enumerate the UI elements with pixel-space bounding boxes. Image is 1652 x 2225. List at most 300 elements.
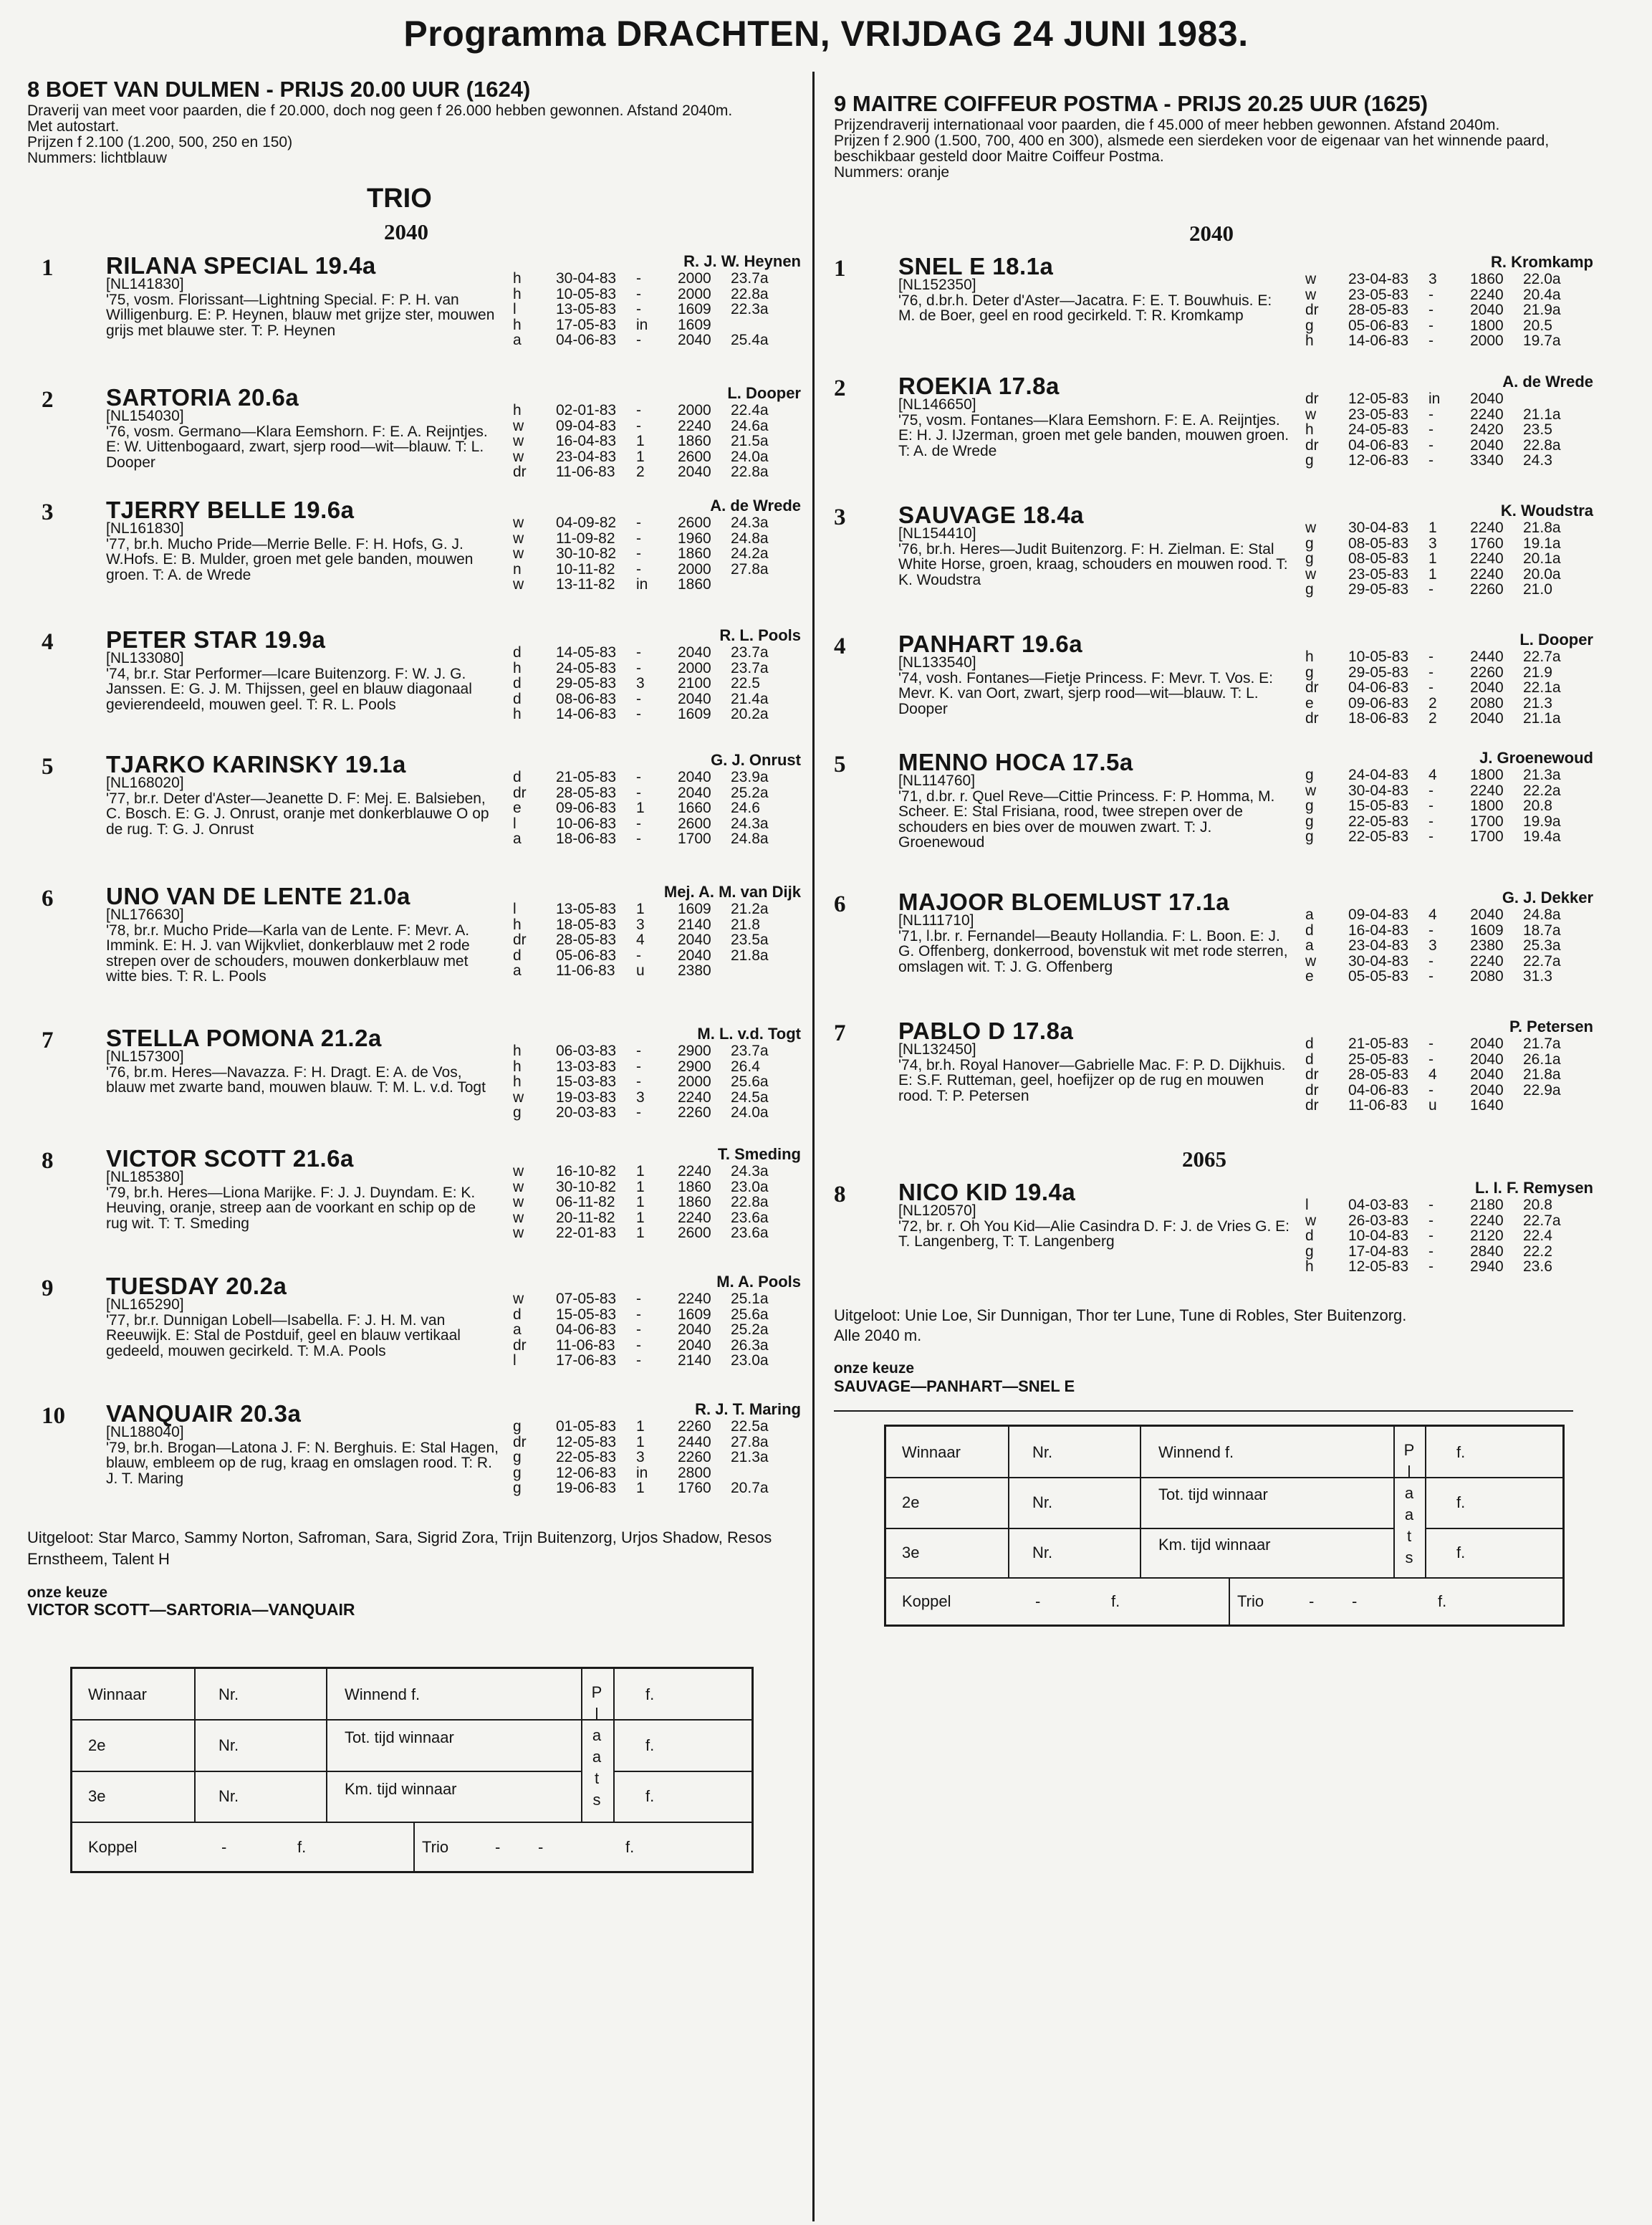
run-time: 22.2a bbox=[1523, 782, 1561, 799]
race-8-header bbox=[27, 77, 808, 166]
run-place: - bbox=[1428, 436, 1434, 454]
horse-number: 7 bbox=[42, 1028, 54, 1053]
run-distance: 2940 bbox=[1470, 1258, 1504, 1275]
run-time: 21.3a bbox=[1523, 767, 1561, 783]
horse-description: [NL114760] '71, d.br. r. Quel Reve—Cittie Princess. F: P. Homma, M. Scheer. E: Stal Frisiana, rood, twee strepen over de schouders en bies over de mouwen zwart. T: J. Groenewoud bbox=[898, 772, 1275, 851]
run-distance: 2240 bbox=[1470, 1212, 1504, 1229]
run-place: u bbox=[1428, 1097, 1437, 1114]
run-course: g bbox=[513, 1418, 522, 1435]
run-distance: 2040 bbox=[678, 690, 711, 707]
run-time: 24.3a bbox=[731, 815, 769, 832]
run-time: 24.2a bbox=[731, 545, 769, 562]
run-time: 22.8a bbox=[731, 1194, 769, 1210]
run-date: 11-06-83 bbox=[1348, 1097, 1408, 1114]
horse-trainer: G. J. Onrust bbox=[711, 751, 801, 769]
run-row bbox=[1305, 969, 1599, 985]
run-course: dr bbox=[1305, 710, 1319, 727]
horse-number: 6 bbox=[42, 886, 54, 911]
run-course: a bbox=[1305, 937, 1314, 954]
horse-number: 5 bbox=[42, 754, 54, 780]
run-time: 23.6a bbox=[731, 1209, 769, 1226]
race-9-header bbox=[834, 92, 1615, 181]
run-distance: 2240 bbox=[678, 1291, 711, 1307]
horse-name: SAUVAGE 18.4a bbox=[898, 502, 1084, 528]
run-course: g bbox=[513, 1480, 522, 1496]
recent-runs bbox=[1305, 1036, 1599, 1114]
run-distance: 2000 bbox=[678, 659, 711, 676]
run-course: n bbox=[513, 560, 522, 578]
run-course: g bbox=[1305, 550, 1314, 567]
recent-runs bbox=[513, 770, 807, 847]
run-course: a bbox=[513, 962, 522, 979]
run-distance: 2040 bbox=[678, 464, 711, 480]
run-place: - bbox=[1428, 649, 1434, 665]
run-place: - bbox=[1428, 952, 1434, 970]
run-date: 14-05-83 bbox=[556, 644, 617, 661]
run-time: 22.8a bbox=[1523, 436, 1561, 454]
horse-description: [NL152350] '76, d.br.h. Deter d'Aster—Jacatra. F: E. T. Bouwhuis. E: M. de Boer, geel en rood gecirkeld. T: R. Kromkamp bbox=[898, 277, 1272, 324]
run-date: 04-06-83 bbox=[1348, 436, 1409, 454]
run-distance: 2040 bbox=[1470, 906, 1504, 923]
recent-runs bbox=[513, 901, 807, 979]
horse-number: 3 bbox=[834, 504, 846, 530]
run-time: 23.0a bbox=[731, 1178, 769, 1195]
run-time: 22.5 bbox=[731, 675, 760, 692]
run-place: - bbox=[1428, 302, 1434, 318]
run-distance: 1700 bbox=[678, 831, 711, 847]
run-place: 3 bbox=[1428, 271, 1437, 287]
run-row bbox=[513, 434, 807, 449]
run-row bbox=[1305, 1098, 1599, 1114]
run-place: 3 bbox=[636, 1449, 645, 1465]
keuze-rule bbox=[834, 1410, 1573, 1412]
run-distance: 1609 bbox=[678, 901, 711, 917]
run-course: d bbox=[513, 690, 522, 707]
run-date: 06-03-83 bbox=[556, 1043, 617, 1059]
race-info bbox=[834, 118, 1593, 181]
run-distance: 1609 bbox=[678, 316, 711, 333]
run-distance: 2040 bbox=[678, 932, 711, 948]
horse-trainer: P. Petersen bbox=[1509, 1018, 1593, 1035]
run-time: 22.3a bbox=[731, 301, 769, 317]
run-course: h bbox=[513, 285, 522, 302]
run-date: 30-04-83 bbox=[1348, 952, 1409, 970]
column-divider bbox=[812, 72, 815, 2221]
run-place: - bbox=[1428, 1081, 1434, 1099]
horse-name: ROEKIA 17.8a bbox=[898, 373, 1060, 399]
run-row bbox=[513, 1322, 807, 1338]
bet-dash: - bbox=[221, 1838, 227, 1856]
run-time: 24.3a bbox=[731, 1163, 769, 1180]
run-place: 3 bbox=[636, 916, 645, 933]
run-place: 1 bbox=[636, 800, 645, 816]
run-place: - bbox=[1428, 782, 1434, 799]
run-time: 23.6 bbox=[1523, 1258, 1552, 1275]
run-course: h bbox=[513, 706, 522, 722]
run-row bbox=[1305, 680, 1599, 696]
horse-trainer: Mej. A. M. van Dijk bbox=[663, 883, 801, 901]
run-distance: 1609 bbox=[1470, 922, 1504, 939]
run-date: 28-05-83 bbox=[1348, 1066, 1409, 1083]
run-time: 25.3a bbox=[1523, 937, 1561, 954]
run-course: a bbox=[513, 831, 522, 847]
run-place: 1 bbox=[636, 433, 645, 449]
run-place: 1 bbox=[1428, 550, 1437, 567]
run-row bbox=[1305, 1197, 1599, 1213]
run-row bbox=[1305, 407, 1599, 423]
horse-number: 8 bbox=[834, 1182, 846, 1207]
run-row bbox=[1305, 907, 1599, 923]
run-date: 18-06-83 bbox=[556, 831, 617, 847]
run-place: - bbox=[636, 769, 641, 785]
horse-trainer: G. J. Dekker bbox=[1502, 889, 1593, 906]
run-time: 25.2a bbox=[731, 784, 769, 801]
run-date: 11-06-83 bbox=[556, 464, 615, 480]
run-time: 24.3 bbox=[1523, 452, 1552, 469]
run-distance: 1960 bbox=[678, 530, 711, 547]
run-row bbox=[1305, 649, 1599, 665]
run-place: - bbox=[636, 784, 641, 801]
run-date: 14-06-83 bbox=[1348, 332, 1409, 349]
run-row bbox=[513, 562, 807, 578]
horse-description: [NL176630] '78, br.r. Mucho Pride—Karla van de Lente. F: Mevr. A. Immink. E: H. J. van Wijkvliet, donkerblauw met 2 rode strepen over de schouders, mouwen donkerblauw met witte bies. T: R. L. Pools bbox=[106, 906, 470, 985]
bet-dash: - bbox=[1309, 1592, 1315, 1610]
run-date: 23-04-83 bbox=[556, 448, 617, 465]
run-place: - bbox=[636, 515, 641, 531]
run-place: - bbox=[1428, 317, 1434, 334]
run-date: 28-05-83 bbox=[1348, 302, 1409, 318]
run-place: - bbox=[636, 545, 641, 562]
run-time: 23.7a bbox=[731, 1043, 769, 1059]
run-time: 20.2a bbox=[731, 706, 769, 722]
run-distance: 2240 bbox=[1470, 520, 1504, 536]
run-row bbox=[1305, 767, 1599, 783]
horse-trainer: R. J. T. Maring bbox=[695, 1400, 801, 1418]
bet-derde-label: 3e bbox=[88, 1787, 106, 1805]
run-row bbox=[513, 1465, 807, 1481]
run-row bbox=[1305, 1244, 1599, 1260]
recent-runs bbox=[1305, 1197, 1599, 1275]
run-course: h bbox=[513, 270, 522, 287]
horse-name: UNO VAN DE LENTE 21.0a bbox=[106, 883, 410, 909]
run-distance: 2040 bbox=[678, 784, 711, 801]
run-row bbox=[513, 317, 807, 333]
run-date: 23-04-83 bbox=[1348, 937, 1409, 954]
run-row bbox=[1305, 520, 1599, 536]
recent-runs bbox=[513, 1043, 807, 1121]
run-course: w bbox=[513, 448, 524, 465]
bet-nr-label: Nr. bbox=[218, 1685, 239, 1703]
run-row bbox=[1305, 696, 1599, 712]
recent-runs bbox=[513, 271, 807, 348]
distance-label-2065: 2065 bbox=[1182, 1147, 1226, 1172]
horse-name: TJERRY BELLE 19.6a bbox=[106, 497, 355, 523]
run-time: 20.7a bbox=[731, 1480, 769, 1496]
run-course: g bbox=[1305, 798, 1314, 814]
run-date: 30-04-83 bbox=[556, 270, 617, 287]
run-time: 23.0a bbox=[731, 1352, 769, 1369]
run-place: 1 bbox=[636, 1418, 645, 1435]
run-course: h bbox=[1305, 332, 1314, 349]
bet-f-label: f. bbox=[1111, 1592, 1120, 1610]
run-date: 10-05-83 bbox=[1348, 649, 1409, 665]
run-distance: 2040 bbox=[1470, 1081, 1504, 1099]
run-distance: 2380 bbox=[678, 962, 711, 979]
run-place: 1 bbox=[1428, 565, 1437, 583]
run-time: 26.3a bbox=[731, 1336, 769, 1354]
run-course: dr bbox=[513, 464, 527, 480]
run-distance: 2240 bbox=[1470, 406, 1504, 423]
run-time: 23.7a bbox=[731, 270, 769, 287]
run-time: 19.4a bbox=[1523, 828, 1561, 845]
bet-winnend-label: Winnend f. bbox=[345, 1685, 421, 1703]
run-distance: 2260 bbox=[1470, 581, 1504, 598]
run-date: 23-05-83 bbox=[1348, 406, 1409, 423]
run-distance: 2040 bbox=[1470, 1066, 1504, 1083]
run-date: 17-05-83 bbox=[556, 316, 617, 333]
run-date: 04-06-83 bbox=[1348, 679, 1409, 696]
horse-trainer: T. Smeding bbox=[717, 1145, 801, 1163]
run-distance: 2100 bbox=[678, 675, 711, 692]
run-place: - bbox=[636, 815, 641, 832]
run-date: 19-03-83 bbox=[556, 1088, 617, 1106]
run-time: 22.5a bbox=[731, 1418, 769, 1435]
run-place: - bbox=[1428, 922, 1434, 939]
horse-description: [NL146650] '75, vosm. Fontanes—Klara Eemshorn. F: E. A. Reijntjes. E: H. J. IJzerman, groen met gele banden, mouwen groen. T: A. de Wrede bbox=[898, 396, 1290, 459]
run-time: 22.0a bbox=[1523, 271, 1561, 287]
run-date: 18-05-83 bbox=[556, 916, 617, 933]
run-place: 3 bbox=[636, 1088, 645, 1106]
horse-name: TUESDAY 20.2a bbox=[106, 1273, 287, 1299]
run-row bbox=[513, 1353, 807, 1369]
run-course: h bbox=[513, 316, 522, 333]
horse-name: TJARKO KARINSKY 19.1a bbox=[106, 751, 406, 777]
run-course: h bbox=[513, 916, 522, 933]
bet-nr-label: Nr. bbox=[1032, 1544, 1053, 1561]
run-row bbox=[513, 1419, 807, 1435]
run-course: h bbox=[513, 1058, 522, 1075]
run-distance: 2180 bbox=[1470, 1197, 1504, 1213]
run-distance: 2080 bbox=[1470, 968, 1504, 985]
race-info bbox=[27, 103, 744, 166]
run-date: 12-06-83 bbox=[556, 1464, 617, 1481]
run-place: - bbox=[1428, 581, 1434, 598]
run-time: 26.4 bbox=[731, 1058, 760, 1075]
run-distance: 2040 bbox=[678, 644, 711, 661]
bet-winnaar-label: Winnaar bbox=[88, 1685, 147, 1703]
run-date: 26-03-83 bbox=[1348, 1212, 1409, 1229]
run-date: 17-06-83 bbox=[556, 1352, 617, 1369]
run-date: 14-06-83 bbox=[556, 706, 617, 722]
bet-f-label: f. bbox=[645, 1736, 655, 1754]
run-row bbox=[1305, 536, 1599, 552]
run-course: w bbox=[513, 545, 524, 562]
run-time: 24.8a bbox=[731, 831, 769, 847]
run-distance: 2040 bbox=[678, 769, 711, 785]
run-place: 1 bbox=[636, 1194, 645, 1210]
run-place: - bbox=[636, 332, 641, 348]
run-course: w bbox=[513, 1178, 524, 1195]
run-place: u bbox=[636, 962, 645, 979]
run-row bbox=[513, 707, 807, 722]
run-place: - bbox=[636, 560, 641, 578]
run-date: 20-11-82 bbox=[556, 1209, 615, 1226]
run-date: 10-04-83 bbox=[1348, 1228, 1409, 1244]
run-distance: 2240 bbox=[1470, 952, 1504, 970]
run-date: 12-06-83 bbox=[1348, 452, 1409, 469]
run-distance: 2600 bbox=[678, 515, 711, 531]
run-distance: 1609 bbox=[678, 1306, 711, 1323]
run-course: dr bbox=[1305, 391, 1319, 407]
run-date: 05-06-83 bbox=[1348, 317, 1409, 334]
run-place: - bbox=[636, 301, 641, 317]
race-heading: 8 BOET VAN DULMEN - PRIJS 20.00 UUR (1624) bbox=[27, 77, 531, 102]
bet-trio-label: Trio bbox=[422, 1838, 449, 1856]
run-date: 16-10-82 bbox=[556, 1163, 617, 1180]
run-row bbox=[1305, 391, 1599, 407]
run-distance: 2000 bbox=[678, 285, 711, 302]
horse-number: 2 bbox=[42, 387, 54, 413]
run-course: w bbox=[513, 1163, 524, 1180]
run-distance: 2140 bbox=[678, 916, 711, 933]
run-place: 1 bbox=[636, 1480, 645, 1496]
run-distance: 2840 bbox=[1470, 1243, 1504, 1260]
run-date: 13-05-83 bbox=[556, 301, 617, 317]
run-distance: 2240 bbox=[678, 1088, 711, 1106]
run-time: 22.2 bbox=[1523, 1243, 1552, 1260]
horse-description: [NL185380] '79, br.h. Heres—Liona Marijke. F: J. J. Duyndam. E: K. Heuving, oranje, streep aan de voorkant en schip op de rug wit. T: T. Smeding bbox=[106, 1169, 476, 1232]
recent-runs bbox=[1305, 907, 1599, 985]
run-place: - bbox=[1428, 1212, 1434, 1229]
recent-runs bbox=[513, 645, 807, 722]
run-date: 11-09-82 bbox=[556, 530, 615, 547]
run-distance: 1760 bbox=[1470, 535, 1504, 552]
run-row bbox=[1305, 1083, 1599, 1099]
run-place: 1 bbox=[636, 1225, 645, 1241]
run-distance: 1760 bbox=[678, 1480, 711, 1496]
run-distance: 2440 bbox=[678, 1433, 711, 1450]
bet-form-right bbox=[884, 1425, 1565, 1627]
run-date: 29-05-83 bbox=[1348, 581, 1409, 598]
bet-koppel-label: Koppel bbox=[88, 1838, 138, 1856]
horse-description: [NL165290] '77, br.r. Dunnigan Lobell—Isabella. F: J. H. M. van Reeuwijk. E: Stal de Postduif, geel en blauw vertikaal gedeeld, mouwen gecirkeld. T: M.A. Pools bbox=[106, 1296, 461, 1359]
run-time: 21.5a bbox=[731, 433, 769, 449]
recent-runs bbox=[513, 515, 807, 593]
run-place: 4 bbox=[1428, 906, 1437, 923]
horse-trainer: A. de Wrede bbox=[1502, 373, 1593, 391]
run-row bbox=[513, 515, 807, 531]
run-time: 23.7a bbox=[731, 659, 769, 676]
bet-tweede-label: 2e bbox=[88, 1736, 106, 1754]
run-place: - bbox=[1428, 828, 1434, 845]
bet-tweede-label: 2e bbox=[902, 1493, 920, 1511]
bet-form-left bbox=[70, 1667, 754, 1873]
run-row bbox=[1305, 1036, 1599, 1052]
run-distance: 1660 bbox=[678, 800, 711, 816]
bet-f-label: f. bbox=[625, 1838, 635, 1856]
run-time: 25.1a bbox=[731, 1291, 769, 1307]
run-distance: 2040 bbox=[1470, 436, 1504, 454]
recent-runs bbox=[1305, 272, 1599, 349]
run-date: 09-04-83 bbox=[1348, 906, 1409, 923]
run-time: 21.7a bbox=[1523, 1035, 1561, 1052]
bet-f-label: f. bbox=[1456, 1544, 1466, 1561]
run-row bbox=[513, 1435, 807, 1450]
run-place: 3 bbox=[636, 675, 645, 692]
run-time: 21.0 bbox=[1523, 581, 1552, 598]
run-course: w bbox=[513, 417, 524, 434]
run-time: 19.1a bbox=[1523, 535, 1561, 552]
run-distance: 2240 bbox=[678, 1209, 711, 1226]
run-row bbox=[513, 1210, 807, 1226]
run-course: g bbox=[1305, 813, 1314, 830]
run-date: 22-01-83 bbox=[556, 1225, 617, 1241]
run-place: in bbox=[1428, 391, 1441, 407]
run-place: - bbox=[636, 690, 641, 707]
run-date: 09-06-83 bbox=[556, 800, 617, 816]
race-info-text: Prijzendraverij internationaal voor paarden, die f 45.000 of meer hebben gewonnen. Afstand 2040m. Prijzen f 2.900 (1.500, 700, 400 en 300), alsmede een sierdeken voor de eigenaar van het winnende paard, beschikbaar gesteld door Maitre Coiffeur Postma. Nummers: oranje bbox=[834, 117, 1550, 181]
run-place: - bbox=[1428, 421, 1434, 438]
horse-description: [NL133080] '74, br.r. Star Performer—Icare Buitenzorg. F: W. J. G. Janssen. E: G. J. M. Thijssen, geel en blauw diagonaal gevierendeeld, mouwen geel. T: R. L. Pools bbox=[106, 650, 472, 713]
run-time: 27.8a bbox=[731, 1433, 769, 1450]
run-course: w bbox=[1305, 952, 1317, 970]
run-course: d bbox=[1305, 1035, 1314, 1052]
bet-nr-label: Nr. bbox=[1032, 1493, 1053, 1511]
run-row bbox=[513, 464, 807, 480]
onze-keuze-label: onze keuze bbox=[834, 1360, 915, 1377]
run-row bbox=[513, 770, 807, 785]
run-date: 04-09-82 bbox=[556, 515, 617, 531]
run-date: 22-05-83 bbox=[1348, 828, 1409, 845]
run-place: - bbox=[1428, 1228, 1434, 1244]
page-title: Programma DRACHTEN, VRIJDAG 24 JUNI 1983. bbox=[403, 14, 1249, 54]
run-time: 23.5 bbox=[1523, 421, 1552, 438]
run-time: 25.2a bbox=[731, 1321, 769, 1338]
uitgeloot-text: Uitgeloot: Unie Loe, Sir Dunnigan, Thor ter Lune, Tune di Robles, Ster Buitenzorg. Alle 2040 m. bbox=[834, 1306, 1407, 1344]
run-date: 11-06-83 bbox=[556, 1336, 615, 1354]
run-date: 09-06-83 bbox=[1348, 694, 1409, 712]
run-date: 28-05-83 bbox=[556, 932, 617, 948]
run-date: 15-03-83 bbox=[556, 1073, 617, 1090]
run-date: 08-06-83 bbox=[556, 690, 617, 707]
run-distance: 2600 bbox=[678, 815, 711, 832]
run-place: - bbox=[636, 659, 641, 676]
run-row bbox=[513, 1164, 807, 1180]
run-row bbox=[1305, 938, 1599, 954]
run-row bbox=[1305, 582, 1599, 598]
run-place: - bbox=[636, 947, 641, 964]
run-course: l bbox=[513, 901, 517, 917]
horse-description: [NL141830] '75, vosm. Florissant—Lightning Special. F: P. H. van Willigenburg. E: P. Heynen, blauw met grijze ster, mouwen grijs met blauwe ster. T: P. Heynen bbox=[106, 276, 495, 339]
run-place: - bbox=[1428, 798, 1434, 814]
bet-dash: - bbox=[538, 1838, 544, 1856]
horse-name: PABLO D 17.8a bbox=[898, 1018, 1074, 1044]
run-date: 17-04-83 bbox=[1348, 1243, 1409, 1260]
horse-description: [NL120570] '72, br. r. Oh You Kid—Alie Casindra D. F: J. de Vries G. E: T. Langenberg, T: T. Langenberg bbox=[898, 1202, 1290, 1250]
run-place: 1 bbox=[636, 901, 645, 917]
run-course: w bbox=[513, 515, 524, 531]
run-distance: 2240 bbox=[1470, 782, 1504, 799]
horse-name: RILANA SPECIAL 19.4a bbox=[106, 252, 376, 279]
horse-number: 8 bbox=[42, 1148, 54, 1174]
run-time: 20.8 bbox=[1523, 1197, 1552, 1213]
run-distance: 1640 bbox=[1470, 1097, 1504, 1114]
run-distance: 2040 bbox=[678, 1321, 711, 1338]
run-row bbox=[513, 1480, 807, 1496]
run-time: 22.4a bbox=[731, 402, 769, 418]
horse-number: 1 bbox=[42, 255, 54, 281]
run-row bbox=[1305, 814, 1599, 830]
